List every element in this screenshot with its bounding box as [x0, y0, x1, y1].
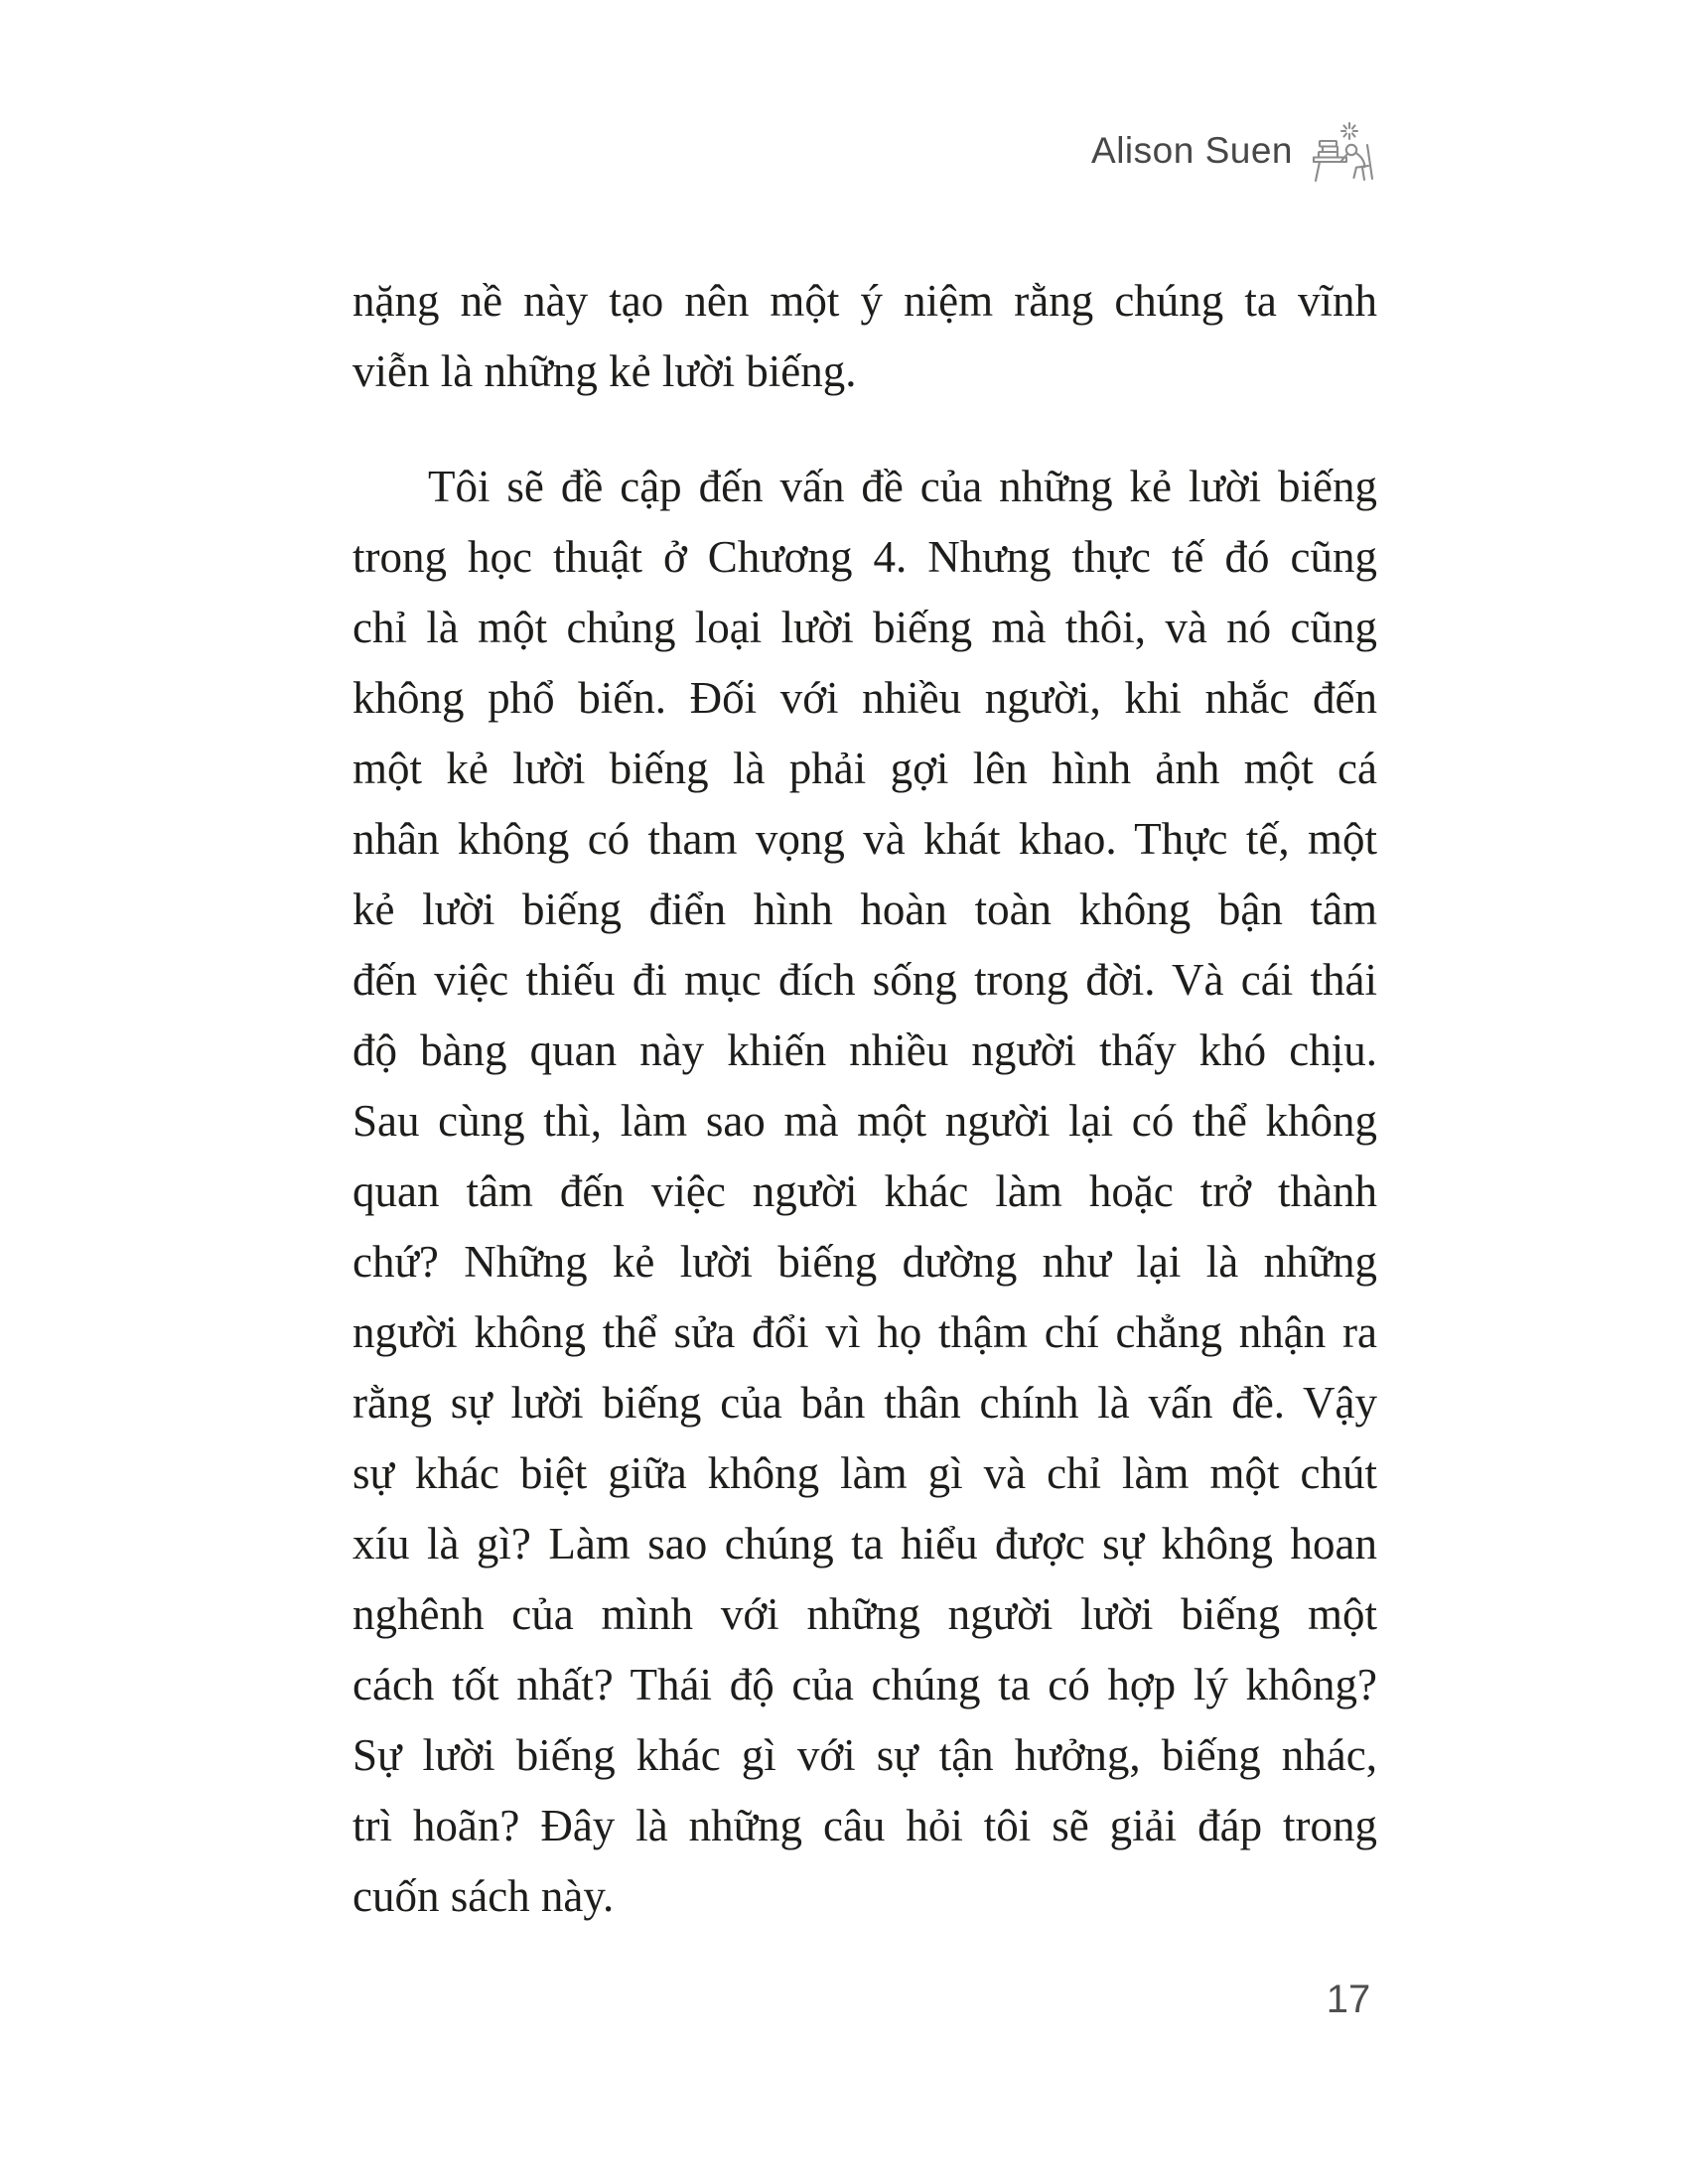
text-line: không phổ biến. Đối với nhiều người, khi nhắc đến [352, 673, 1377, 723]
text-line: đến việc thiếu đi mục đích sống trong đời. Và cái thái [352, 955, 1377, 1005]
text-line: Tôi sẽ đề cập đến vấn đề của những kẻ lười biếng [428, 462, 1377, 511]
text-line: chứ? Những kẻ lười biếng dường như lại là những [352, 1237, 1377, 1287]
page-number: 17 [1326, 1978, 1371, 2021]
body-text [352, 266, 1377, 1932]
running-header [1091, 117, 1378, 187]
text-line: nhân không có tham vọng và khát khao. Thực tế, một [352, 814, 1377, 864]
text-line: quan tâm đến việc người khác làm hoặc trở thành [352, 1166, 1377, 1216]
text-line: chỉ là một chủng loại lười biếng mà thôi, và nó cũng [352, 603, 1377, 652]
text-line: Sự lười biếng khác gì với sự tận hưởng, biếng nhác, [352, 1730, 1377, 1780]
text-line: trong học thuật ở Chương 4. Nhưng thực tế đó cũng [352, 532, 1377, 582]
text-line: nặng nề này tạo nên một ý niệm rằng chúng ta vĩnh [352, 276, 1377, 326]
text-line: rằng sự lười biếng của bản thân chính là vấn đề. Vậy [352, 1378, 1377, 1428]
running-header-author: Alison Suen [1091, 129, 1293, 171]
text-line: độ bàng quan này khiến nhiều người thấy khó chịu. [352, 1025, 1377, 1075]
paragraph [352, 266, 1377, 407]
text-line: một kẻ lười biếng là phải gợi lên hình ảnh một cá [352, 744, 1377, 793]
text-line: kẻ lười biếng điển hình hoàn toàn không bận tâm [352, 885, 1377, 934]
text-line: sự khác biệt giữa không làm gì và chỉ làm một chút [352, 1448, 1377, 1498]
text-line: Sau cùng thì, làm sao mà một người lại có thể không [352, 1096, 1377, 1146]
text-line: cách tốt nhất? Thái độ của chúng ta có hợp lý không? [352, 1660, 1377, 1709]
text-line: xíu là gì? Làm sao chúng ta hiểu được sự không hoan [352, 1519, 1377, 1569]
text-line: trì hoãn? Đây là những câu hỏi tôi sẽ giải đáp trong [352, 1801, 1377, 1850]
text-line: nghênh của mình với những người lười biếng một [352, 1589, 1377, 1639]
paragraph [352, 452, 1377, 1932]
text-line: người không thể sửa đổi vì họ thậm chí chẳng nhận ra [352, 1307, 1377, 1357]
lazy-person-at-desk-icon [1311, 120, 1378, 184]
text-line: viễn là những kẻ lười biếng. [352, 346, 857, 396]
text-line: cuốn sách này. [352, 1871, 615, 1921]
